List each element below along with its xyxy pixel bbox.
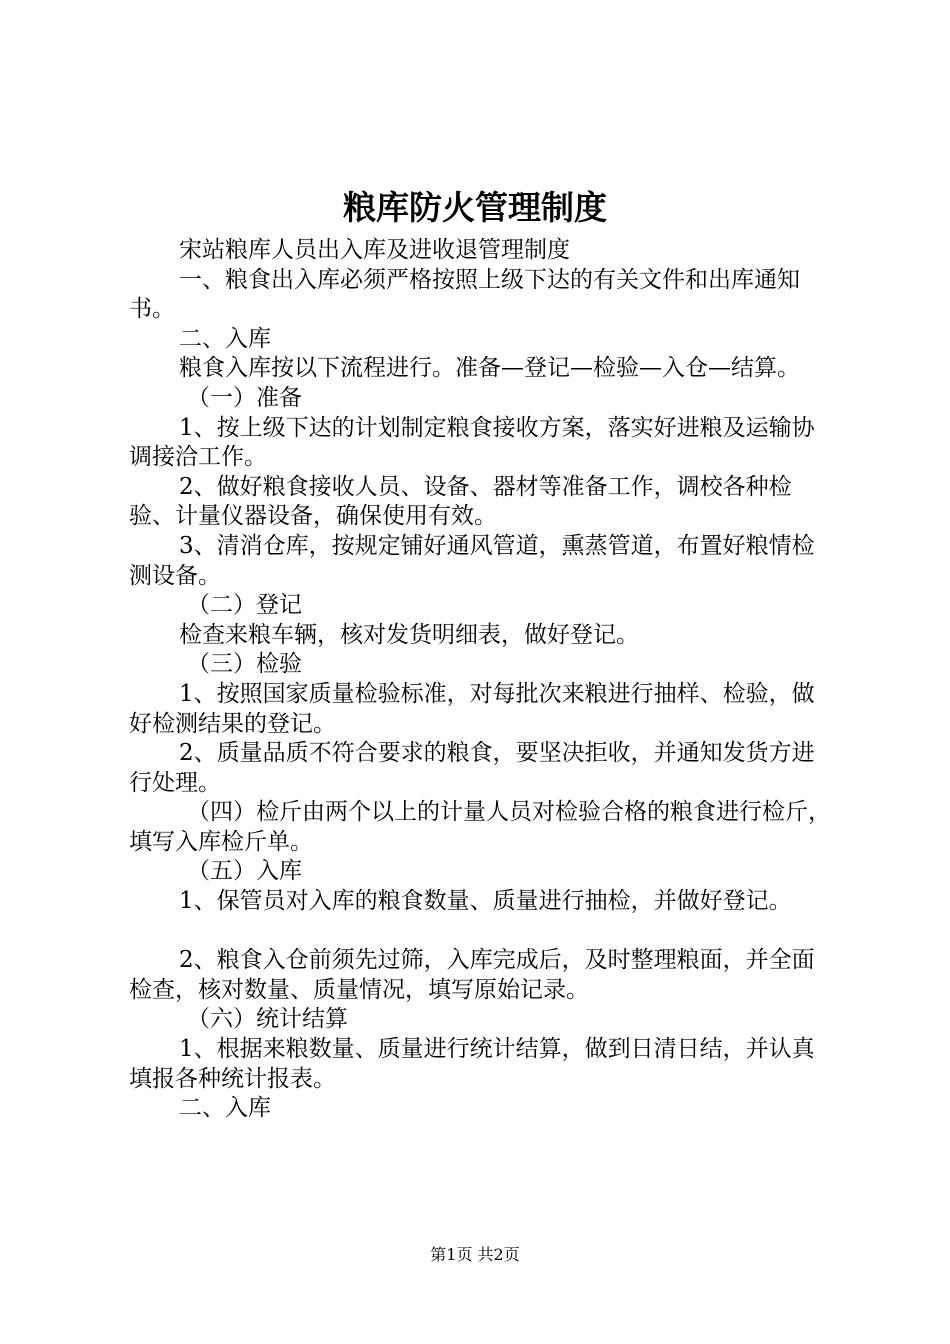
- paragraph: 3、清消仓库，按规定铺好通风管道，熏蒸管道，布置好粮情检测设备。: [129, 532, 815, 589]
- subsection-heading: （六）统计结算: [187, 1006, 348, 1033]
- page-footer: 第1页 共2页: [430, 1245, 520, 1264]
- paragraph: 检查来粮车辆，核对发货明细表，做好登记。: [179, 621, 639, 648]
- paragraph: 1、保管员对入库的粮食数量、质量进行抽检，并做好登记。: [179, 888, 792, 915]
- subsection-heading: （一）准备: [187, 384, 302, 411]
- subsection-heading: （五）入库: [187, 858, 302, 885]
- paragraph: 2、粮食入仓前须先过筛，入库完成后，及时整理粮面，并全面检查，核对数量、质量情况，填写原始记录。: [129, 947, 815, 1003]
- section-heading: 二、入库: [179, 1095, 271, 1122]
- paragraph: 2、质量品质不符合要求的粮食，要坚决拒收，并通知发货方进行处理。: [129, 740, 815, 796]
- subsection-heading: （三）检验: [187, 651, 302, 678]
- paragraph: （四）检斤由两个以上的计量人员对检验合格的粮食进行检斤，填写入库检斤单。: [129, 799, 831, 855]
- subsection-heading: （二）登记: [187, 592, 302, 619]
- section-heading: 二、入库: [179, 325, 271, 352]
- paragraph: 2、做好粮食接收人员、设备、器材等准备工作，调校各种检验、计量仪器设备，确保使用有效。: [129, 473, 792, 530]
- paragraph: 粮食入库按以下流程进行。准备—登记—检验—入仓—结算。: [179, 355, 800, 382]
- paragraph: 1、按照国家质量检验标准，对每批次来粮进行抽样、检验，做好检测结果的登记。: [129, 680, 815, 737]
- paragraph: 1、根据来粮数量、质量进行统计结算，做到日清日结，并认真填报各种统计报表。: [129, 1036, 815, 1092]
- paragraph: 1、按上级下达的计划制定粮食接收方案，落实好进粮及运输协调接洽工作。: [129, 414, 815, 471]
- paragraph: 一、粮食出入库必须严格按照上级下达的有关文件和出库通知书。: [129, 266, 800, 323]
- document-title: 粮库防火管理制度: [343, 188, 607, 227]
- paragraph: 宋站粮库人员出入库及进收退管理制度: [179, 237, 570, 263]
- document-body: [129, 236, 831, 1124]
